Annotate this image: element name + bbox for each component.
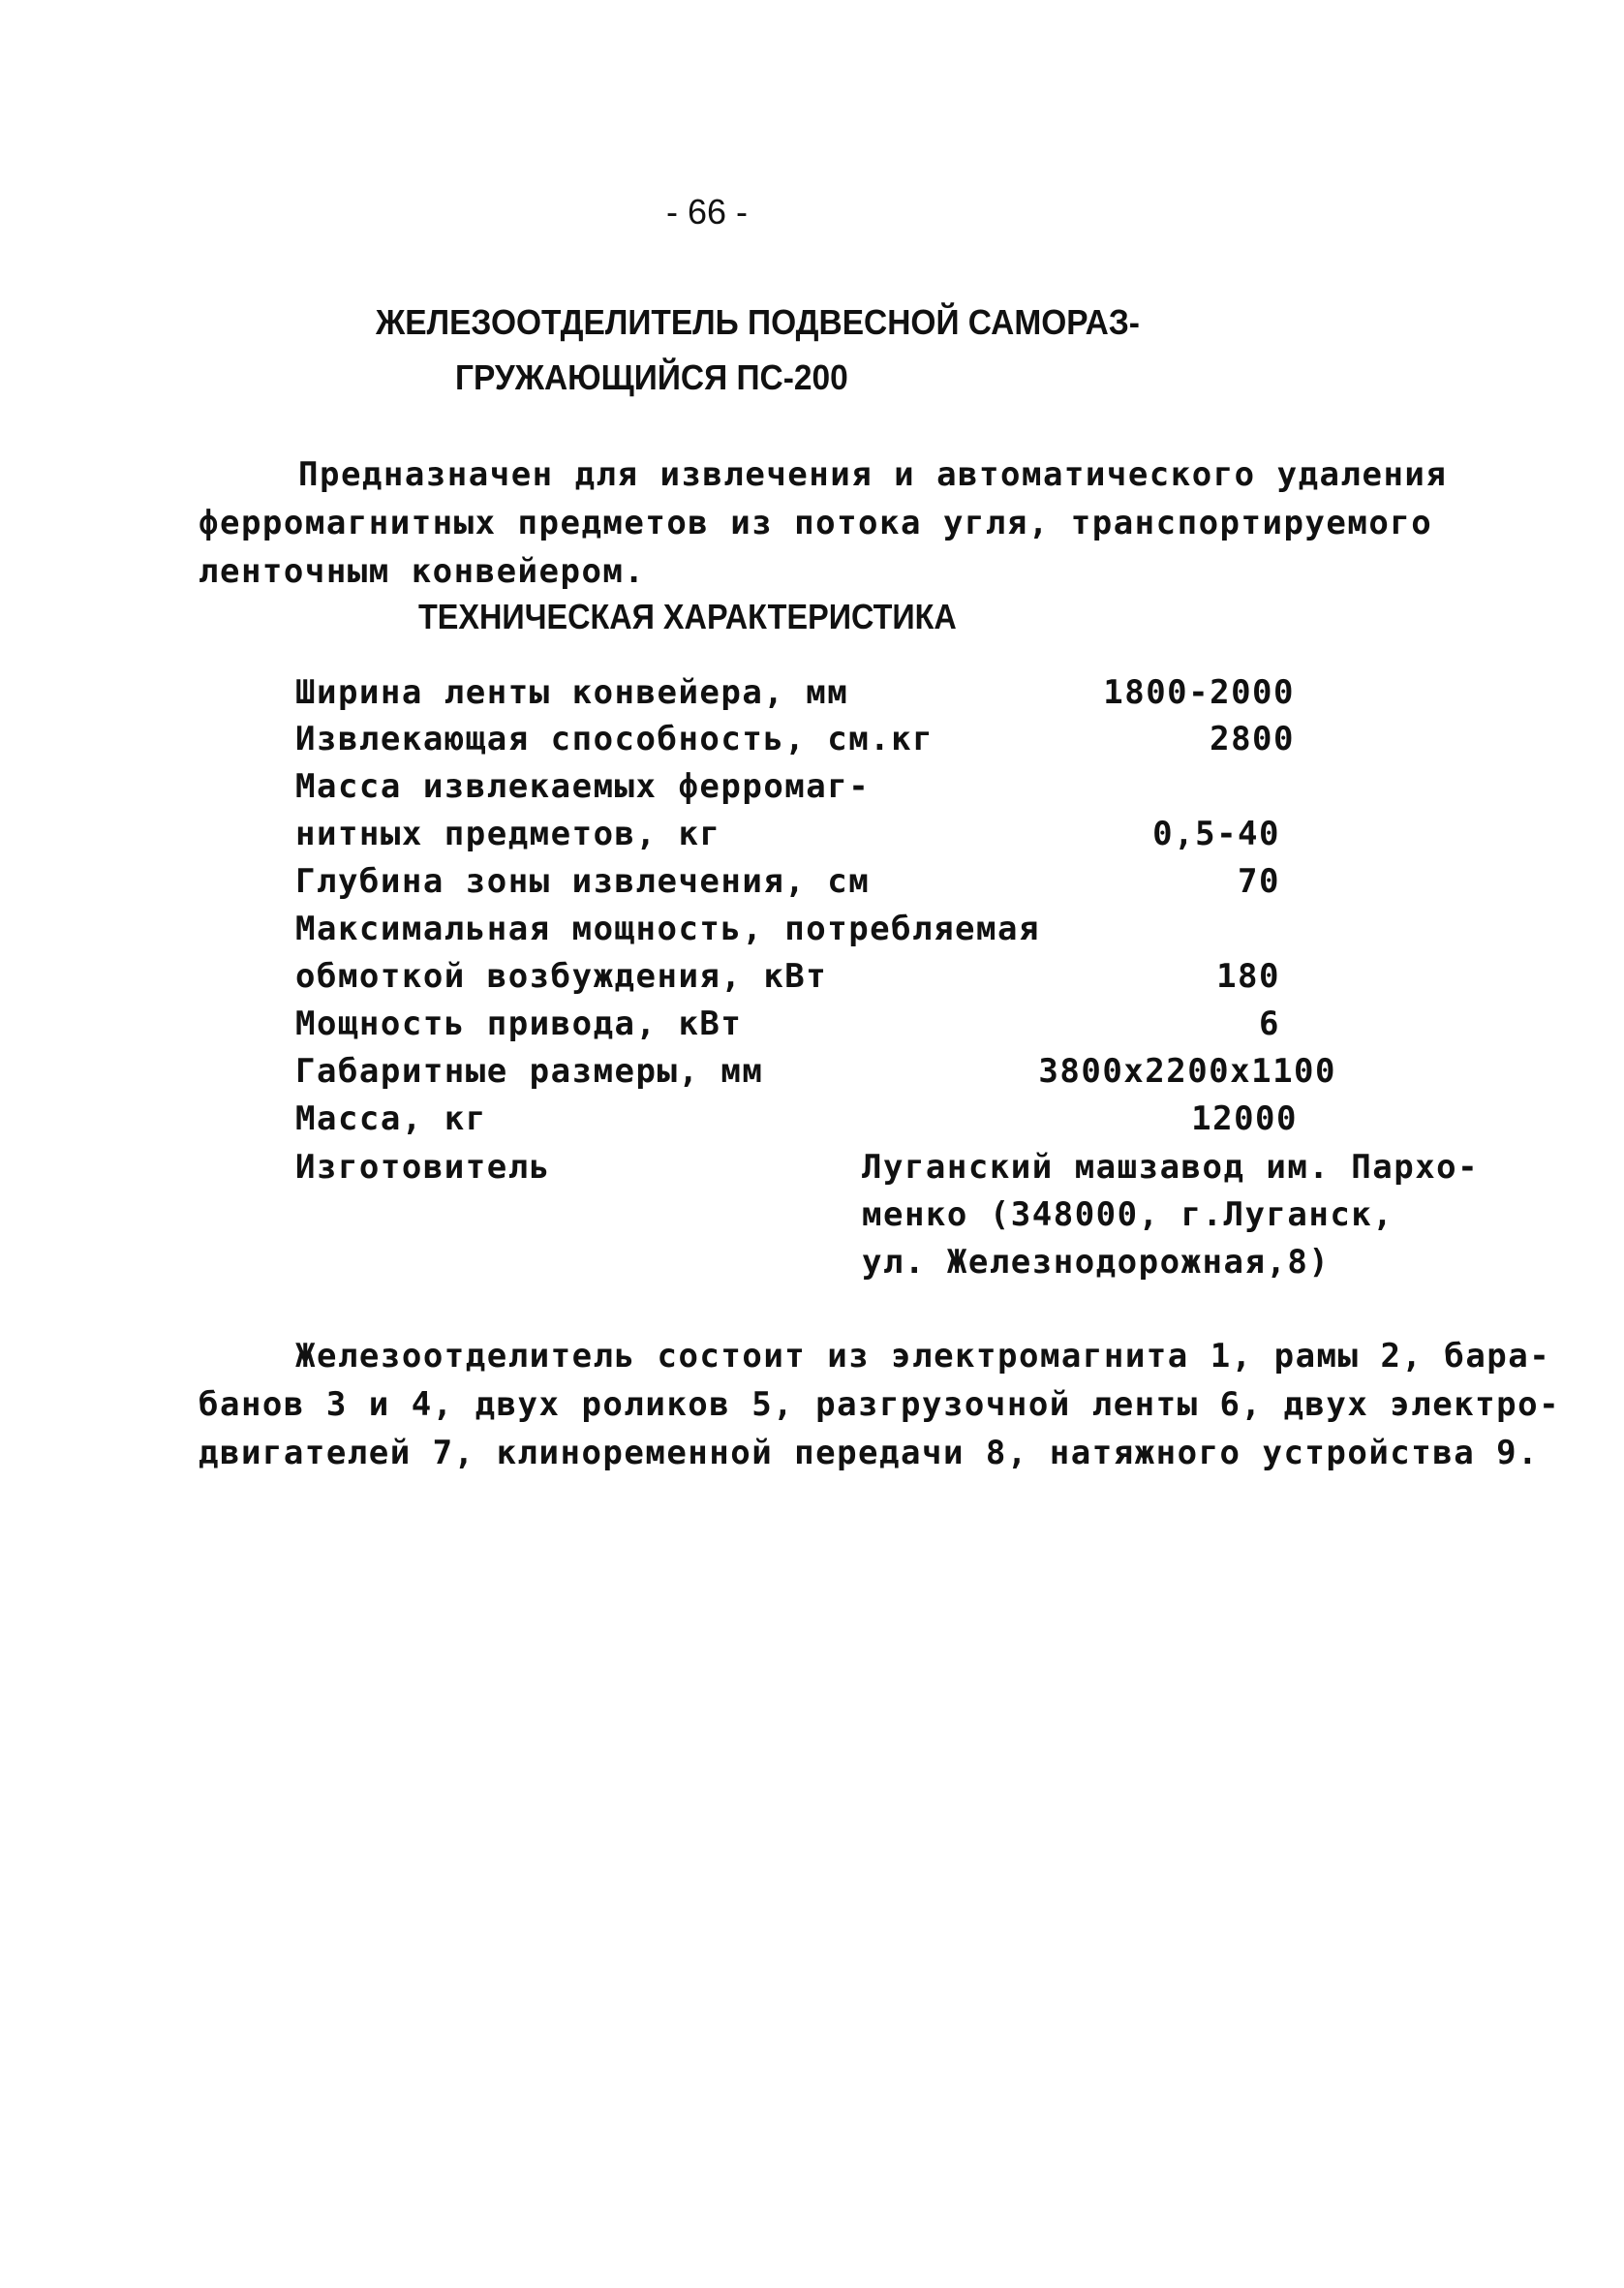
intro-line-2: ферромагнитных предметов из потока угля, транспортируемого — [199, 504, 1433, 542]
title-line-2: ГРУЖАЮЩИЙСЯ ПС-200 — [455, 357, 848, 397]
spec-value-mass: 12000 — [1191, 1099, 1298, 1138]
spec-label-extracting-capacity: Извлекающая способность, см.кг — [295, 720, 935, 758]
spec-heading: ТЕХНИЧЕСКАЯ ХАРАКТЕРИСТИКА — [418, 597, 957, 636]
description-line-2: банов 3 и 4, двух роликов 5, разгрузочной ленты 6, двух электро- — [199, 1385, 1561, 1424]
intro-line-1: Предназначен для извлечения и автоматического удаления — [298, 455, 1448, 494]
spec-label-mass-objects-1: Масса извлекаемых ферромаг- — [295, 767, 871, 806]
spec-label-drive-power: Мощность привода, кВт — [295, 1005, 743, 1043]
spec-value-zone-depth: 70 — [1238, 862, 1280, 901]
spec-label-manufacturer: Изготовитель — [295, 1148, 551, 1187]
intro-line-3: ленточным конвейером. — [199, 552, 646, 591]
spec-value-manufacturer-1: Луганский машзавод им. Пархо- — [862, 1148, 1480, 1187]
title-line-1: ЖЕЛЕЗООТДЕЛИТЕЛЬ ПОДВЕСНОЙ САМОРАЗ- — [376, 302, 1140, 342]
description-line-1: Железоотделитель состоит из электромагнита 1, рамы 2, бара- — [295, 1337, 1551, 1376]
spec-value-mass-objects: 0,5-40 — [1152, 815, 1280, 853]
spec-value-belt-width: 1800-2000 — [1103, 673, 1295, 712]
spec-label-dimensions: Габаритные размеры, мм — [295, 1052, 764, 1091]
spec-value-drive-power: 6 — [1259, 1005, 1280, 1043]
spec-value-manufacturer-3: ул. Железнодорожная,8) — [862, 1243, 1331, 1282]
spec-value-max-power: 180 — [1216, 957, 1280, 996]
spec-value-extracting-capacity: 2800 — [1210, 720, 1295, 758]
spec-label-mass: Масса, кг — [295, 1099, 487, 1138]
spec-label-max-power-2: обмоткой возбуждения, кВт — [295, 957, 828, 996]
spec-label-max-power-1: Максимальная мощность, потребляемая — [295, 910, 1040, 948]
spec-label-zone-depth: Глубина зоны извлечения, см — [295, 862, 871, 901]
page-number: - 66 - — [666, 192, 749, 232]
spec-label-mass-objects-2: нитных предметов, кг — [295, 815, 721, 853]
spec-value-manufacturer-2: менко (348000, г.Луганск, — [862, 1195, 1394, 1234]
spec-value-dimensions: 3800x2200x1100 — [1038, 1052, 1336, 1091]
description-line-3: двигателей 7, клиноременной передачи 8, натяжного устройства 9. — [199, 1434, 1540, 1472]
spec-label-belt-width: Ширина ленты конвейера, мм — [295, 673, 849, 712]
